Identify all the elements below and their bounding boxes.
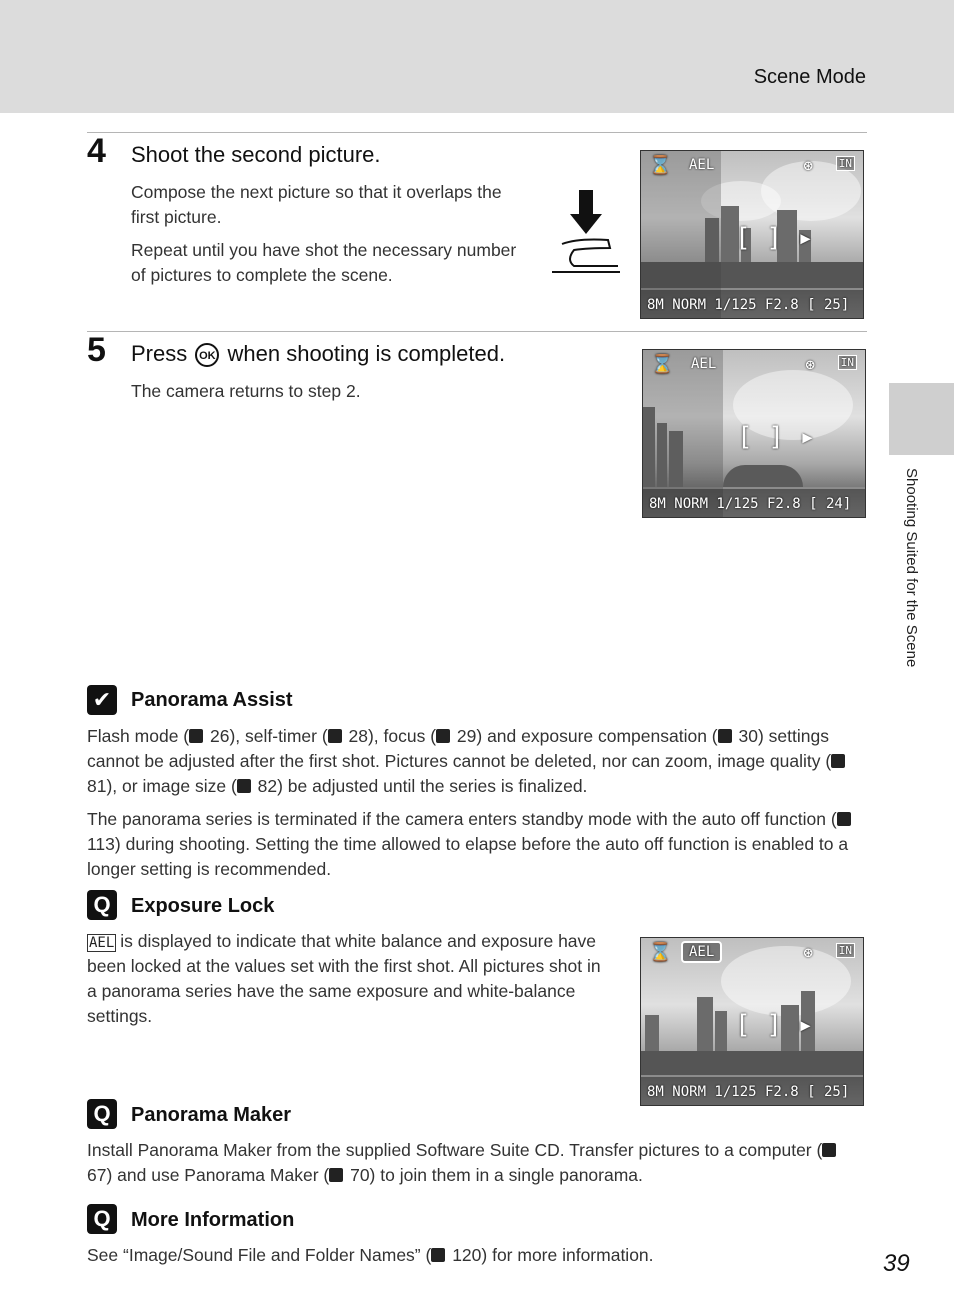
panorama-maker-body [87,1138,867,1196]
step-4-title: Shoot the second picture. [131,142,381,167]
step-5-body [131,379,531,412]
page-ref-icon [237,779,251,793]
shutter-press-icon [548,190,624,276]
checkmark-note-icon: ✔ [87,685,117,715]
more-information-title: More Information [131,1209,295,1231]
panorama-assist-title: Panorama Assist [131,689,293,711]
page-ref-icon [431,1248,445,1262]
panorama-assist-paragraph-2: The panorama series is terminated if the camera enters standby mode with the auto off function ( 113) during shooting. Setting the time allowed to elapse before the auto off function is enabled to a longer setting is recommended. [87,807,867,882]
exposure-lock-title: Exposure Lock [131,895,275,917]
header-band [0,0,954,113]
screen-status-bar: 8M NORM 1/125 F2.8 [ 25] [647,1084,850,1100]
panorama-mode-icon: ⌛ [649,155,672,176]
internal-memory-icon: IN [836,943,855,958]
page-ref-icon [436,729,450,743]
focus-bracket: [ ] ▸ [735,223,814,253]
step-4-divider [87,132,867,133]
panorama-mode-icon: ⌛ [651,354,674,375]
screen-status-bar: 8M NORM 1/125 F2.8 [ 24] [649,496,852,512]
step-5-divider [87,331,867,332]
ael-inline-icon: AEL [89,935,115,951]
step-5-title [131,341,505,367]
flash-off-icon: ⊛ [803,943,813,962]
focus-bracket: [ ] ▸ [735,1010,814,1040]
panorama-maker-paragraph: Install Panorama Maker from the supplied Software Suite CD. Transfer pictures to a computer ( 67) and use Panorama Maker ( 70) to join them in a single panorama. [87,1138,867,1188]
ok-button-icon: OK [195,343,219,367]
page-ref-icon [837,812,851,826]
camera-screen-step-5 [642,349,866,518]
step-4-paragraph-1: Compose the next picture so that it overlaps the first picture. [131,182,502,227]
page-section-title: Scene Mode [753,66,866,88]
page-number: 39 [883,1250,910,1277]
more-information-body [87,1243,867,1276]
magnifier-note-icon: Q [87,890,117,920]
panorama-mode-icon: ⌛ [649,942,672,963]
camera-screen-exposure-lock [640,937,864,1106]
magnifier-note-icon: Q [87,1204,117,1234]
magnifier-note-icon: Q [87,1099,117,1129]
step-5-title-prefix: Press [131,341,188,366]
step-4-number: 4 [87,132,106,170]
page-ref-icon [822,1143,836,1157]
step-5-number: 5 [87,331,106,369]
internal-memory-icon: IN [836,156,855,171]
internal-memory-icon: IN [838,355,857,370]
step-5-title-suffix: when shooting is completed. [227,341,506,366]
focus-bracket: [ ] ▸ [737,422,816,452]
screen-status-bar: 8M NORM 1/125 F2.8 [ 25] [647,297,850,313]
side-thumb-tab [889,383,954,455]
flash-off-icon: ⊛ [805,355,815,374]
step-4-body [131,180,521,296]
more-information-paragraph: See “Image/Sound File and Folder Names” ( 120) for more information. [87,1245,654,1265]
ael-indicator-highlighted: AEL [681,941,722,963]
ael-indicator: AEL [689,157,715,173]
page-ref-icon [328,729,342,743]
panorama-assist-body [87,724,867,890]
step-4-paragraph-2: Repeat until you have shot the necessary number of pictures to complete the scene. [131,240,517,285]
page-ref-icon [831,754,845,768]
panorama-maker-title: Panorama Maker [131,1104,292,1126]
exposure-lock-paragraph: AEL is displayed to indicate that white balance and exposure have been locked at the values set with the first shot. All pictures shot in a panorama series have the same exposure and white-balance settings. [87,931,601,1026]
ael-indicator: AEL [691,356,717,372]
step-5-paragraph-1: The camera returns to step 2. [131,381,361,401]
panorama-assist-paragraph-1: Flash mode ( 26), self-timer ( 28), focus ( 29) and exposure compensation ( 30) settings cannot be adjusted after the first shot. Pictures cannot be deleted, nor can zoom, image quality ( 81), or image size ( 82) be adjusted until the series is finalized. [87,724,867,799]
page-ref-icon [718,729,732,743]
flash-off-icon: ⊛ [803,156,813,175]
side-chapter-label: Shooting Suited for the Scene [903,468,920,668]
exposure-lock-body [87,929,612,1037]
camera-screen-step-4 [640,150,864,319]
page-ref-icon [189,729,203,743]
page-ref-icon [329,1168,343,1182]
